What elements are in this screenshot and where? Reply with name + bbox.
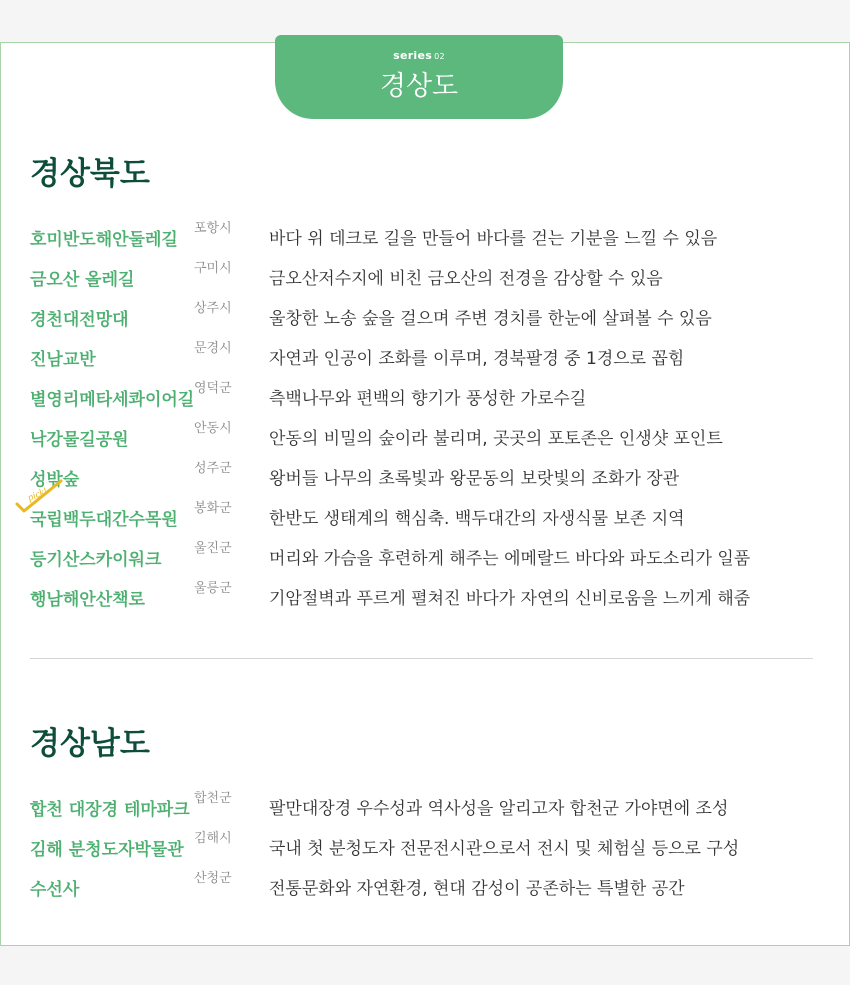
region-name: 상주시 — [194, 301, 232, 316]
region-name: 산청군 — [194, 871, 232, 886]
region-name: 합천군 — [194, 791, 232, 806]
place-name: 호미반도해안둘레길 — [30, 230, 178, 250]
region-name: 봉화군 — [194, 501, 232, 516]
place-name: 국립백두대간수목원 — [30, 510, 178, 530]
region-name: 영덕군 — [194, 381, 232, 396]
pick-badge — [14, 478, 64, 514]
place-description: 안동의 비밀의 숲이라 불리며, 곳곳의 포토존은 인생샷 포인트 — [269, 429, 723, 449]
place-description: 전통문화와 자연환경, 현대 감성이 공존하는 특별한 공간 — [269, 879, 685, 899]
place-description: 기암절벽과 푸르게 펼쳐진 바다가 자연의 신비로움을 느끼게 해줌 — [269, 589, 751, 609]
south-list — [30, 793, 830, 913]
place-description: 왕버들 나무의 초록빛과 왕문동의 보랏빛의 조화가 장관 — [269, 469, 680, 489]
place-description: 한반도 생태계의 핵심축. 백두대간의 자생식물 보존 지역 — [269, 509, 685, 529]
list-item — [30, 543, 830, 583]
series-number: 02 — [434, 52, 445, 61]
place-description: 바다 위 데크로 길을 만들어 바다를 걷는 기분을 느낄 수 있음 — [269, 229, 718, 249]
list-item — [30, 793, 830, 833]
place-description: 측백나무와 편백의 향기가 풍성한 가로수길 — [269, 389, 587, 409]
place-name: 낙강물길공원 — [30, 430, 129, 450]
place-description: 국내 첫 분청도자 전문전시관으로서 전시 및 체험실 등으로 구성 — [269, 839, 740, 859]
list-item — [30, 303, 830, 343]
place-description: 머리와 가슴을 후련하게 해주는 에메랄드 바다와 파도소리가 일품 — [269, 549, 751, 569]
place-description: 팔만대장경 우수성과 역사성을 알리고자 합천군 가야면에 조성 — [269, 799, 729, 819]
list-item — [30, 383, 830, 423]
list-item — [30, 223, 830, 263]
region-name: 울릉군 — [194, 581, 232, 596]
place-name: 성밖숲 — [30, 470, 80, 490]
list-item — [30, 343, 830, 383]
region-name: 김해시 — [194, 831, 232, 846]
place-name: 수선사 — [30, 880, 80, 900]
region-name: 성주군 — [194, 461, 232, 476]
series-header-tab — [275, 35, 563, 119]
series-label: series 02 — [393, 49, 445, 62]
region-name: 구미시 — [194, 261, 232, 276]
north-list — [30, 223, 830, 623]
list-item — [30, 873, 830, 913]
place-name: 경천대전망대 — [30, 310, 129, 330]
region-name: 울진군 — [194, 541, 232, 556]
place-description: 자연과 인공이 조화를 이루며, 경북팔경 중 1경으로 꼽힘 — [269, 349, 685, 369]
place-name: 등기산스카이워크 — [30, 550, 162, 570]
region-name: 안동시 — [194, 421, 232, 436]
section-title-south: 경상남도 — [30, 726, 150, 762]
region-name: 포항시 — [194, 221, 232, 236]
list-item — [30, 583, 830, 623]
list-item — [30, 263, 830, 303]
section-title-north: 경상북도 — [30, 156, 150, 192]
place-name: 금오산 올레길 — [30, 270, 135, 290]
place-name: 합천 대장경 테마파크 — [30, 800, 190, 820]
place-name: 김해 분청도자박물관 — [30, 840, 184, 860]
region-name: 문경시 — [194, 341, 232, 356]
series-title: 경상도 — [379, 71, 459, 102]
place-name: 별영리메타세콰이어길 — [30, 390, 195, 410]
place-description: 금오산저수지에 비친 금오산의 전경을 감상할 수 있음 — [269, 269, 663, 289]
place-name: 행남해안산책로 — [30, 590, 145, 610]
place-description: 울창한 노송 숲을 걸으며 주변 경치를 한눈에 살펴볼 수 있음 — [269, 309, 712, 329]
pick-label: pick! — [26, 485, 49, 504]
list-item — [30, 833, 830, 873]
list-item — [30, 503, 830, 543]
list-item — [30, 423, 830, 463]
list-item — [30, 463, 830, 503]
section-divider — [30, 658, 813, 659]
place-name: 진남교반 — [30, 350, 96, 370]
